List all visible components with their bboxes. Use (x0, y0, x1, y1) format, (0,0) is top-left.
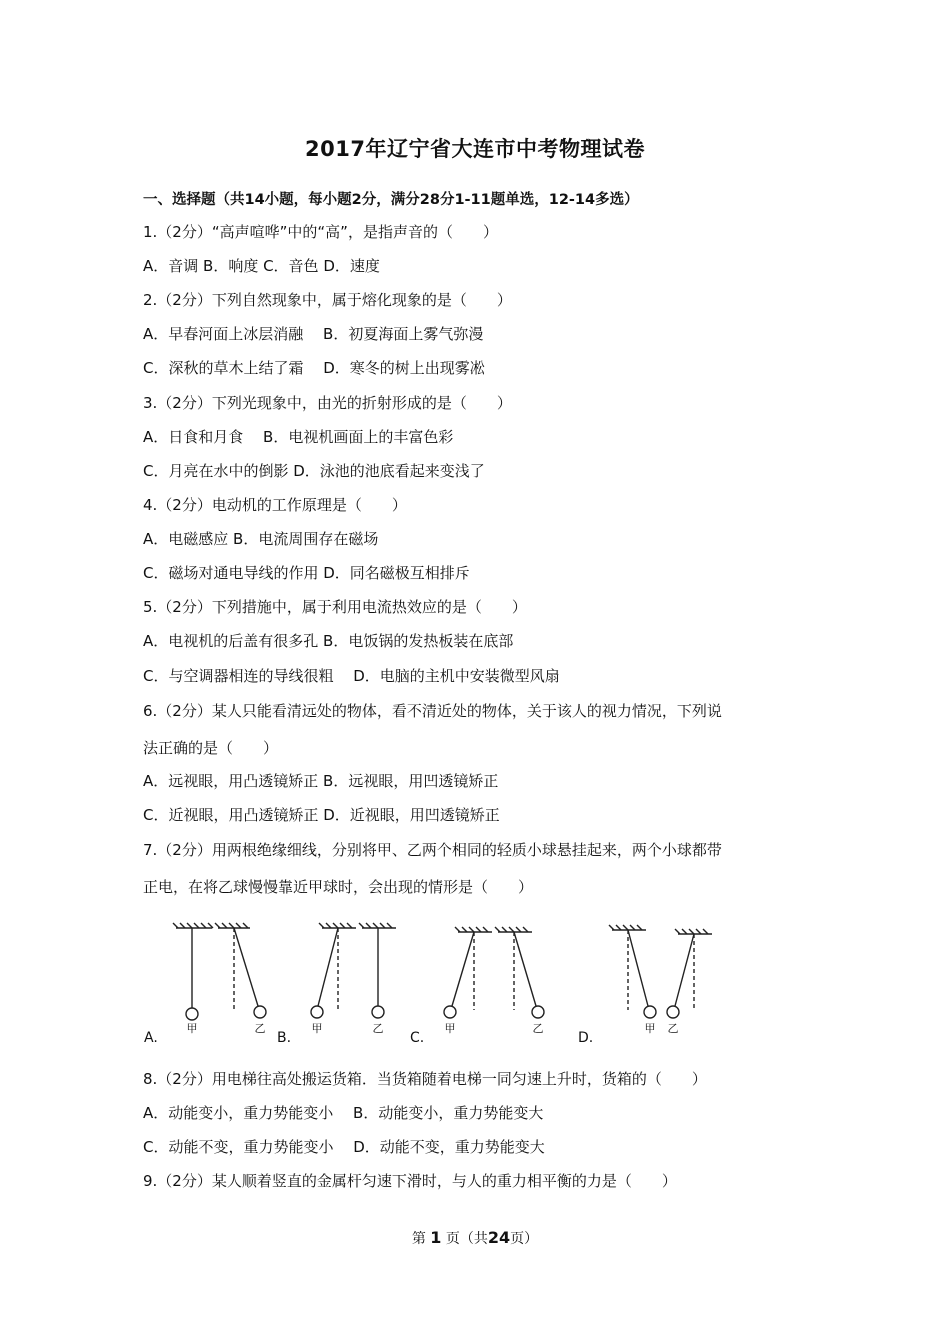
question-line: 8.（2分）用电梯往高处搬运货箱．当货箱随着电梯一同匀速上升时，货箱的（ ） (143, 1070, 707, 1088)
page-footer (0, 1228, 950, 1248)
question-line: 3.（2分）下列光现象中，由光的折射形成的是（ ） (143, 394, 512, 412)
pendulum-figure (140, 918, 740, 1046)
options-line: C．深秋的草木上结了霜 D．寒冬的树上出现雾凇 (143, 359, 485, 377)
ball-b-label: 乙 (667, 1022, 679, 1035)
footer-mid: 页（共 (445, 1231, 488, 1247)
question-line: 2.（2分）下列自然现象中，属于熔化现象的是（ ） (143, 291, 512, 309)
ball-b-label: 乙 (254, 1022, 266, 1035)
options-line: A．音调 B．响度 C．音色 D．速度 (143, 257, 380, 275)
footer-prefix: 第 (411, 1231, 426, 1247)
question-line: 4.（2分）电动机的工作原理是（ ） (143, 496, 407, 514)
question-line: 正电，在将乙球慢慢靠近甲球时，会出现的情形是（ ） (143, 878, 534, 896)
question-line: 6.（2分）某人只能看清远处的物体，看不清近处的物体，关于该人的视力情况，下列说 (143, 702, 722, 720)
options-line: C．近视眼，用凸透镜矫正 D．近视眼，用凹透镜矫正 (143, 806, 500, 824)
footer-page-number: 1 (430, 1228, 442, 1247)
options-line: A．日食和月食 B．电视机画面上的丰富色彩 (143, 428, 454, 446)
options-line: C．动能不变，重力势能变小 D．动能不变，重力势能变大 (143, 1138, 545, 1156)
options-line: A．早春河面上冰层消融 B．初夏海面上雾气弥漫 (143, 325, 484, 343)
options-line: C．月亮在水中的倒影 D．泳池的池底看起来变浅了 (143, 462, 485, 480)
options-line: A．动能变小，重力势能变小 B．动能变小，重力势能变大 (143, 1104, 544, 1122)
ball-a-label: 甲 (444, 1022, 456, 1035)
footer-suffix: 页） (510, 1231, 539, 1247)
section-heading: 一、选择题（共14小题，每小题2分，满分28分1-11题单选，12-14多选） (143, 192, 639, 208)
page-title: 2017年辽宁省大连市中考物理试卷 (305, 137, 645, 161)
ball-b-label: 乙 (532, 1022, 544, 1035)
ball-a-label: 甲 (186, 1022, 198, 1035)
option-label-a: A. (144, 1030, 158, 1046)
options-line: A．电磁感应 B．电流周围存在磁场 (143, 530, 379, 548)
question-line: 5.（2分）下列措施中，属于利用电流热效应的是（ ） (143, 598, 527, 616)
question-line: 9.（2分）某人顺着竖直的金属杆匀速下滑时，与人的重力相平衡的力是（ ） (143, 1172, 677, 1190)
question-line: 法正确的是（ ） (143, 739, 279, 757)
options-line: A．远视眼，用凸透镜矫正 B．远视眼，用凹透镜矫正 (143, 772, 499, 790)
ball-a-label: 甲 (311, 1022, 323, 1035)
option-label-b: B. (277, 1030, 292, 1046)
option-label-c: C. (410, 1030, 425, 1046)
option-label-d: D. (578, 1030, 594, 1046)
ball-a-label: 甲 (644, 1022, 656, 1035)
question-line: 1.（2分）“高声喧哗”中的“高”，是指声音的（ ） (143, 223, 498, 241)
options-line: C．磁场对通电导线的作用 D．同名磁极互相排斥 (143, 564, 470, 582)
footer-total-pages: 24 (487, 1228, 511, 1247)
options-line: A．电视机的后盖有很多孔 B．电饭锅的发热板装在底部 (143, 632, 514, 650)
options-line: C．与空调器相连的导线很粗 D．电脑的主机中安装微型风扇 (143, 667, 560, 685)
question-line: 7.（2分）用两根绝缘细线，分别将甲、乙两个相同的轻质小球悬挂起来，两个小球都带 (143, 841, 722, 859)
ball-b-label: 乙 (372, 1022, 384, 1035)
